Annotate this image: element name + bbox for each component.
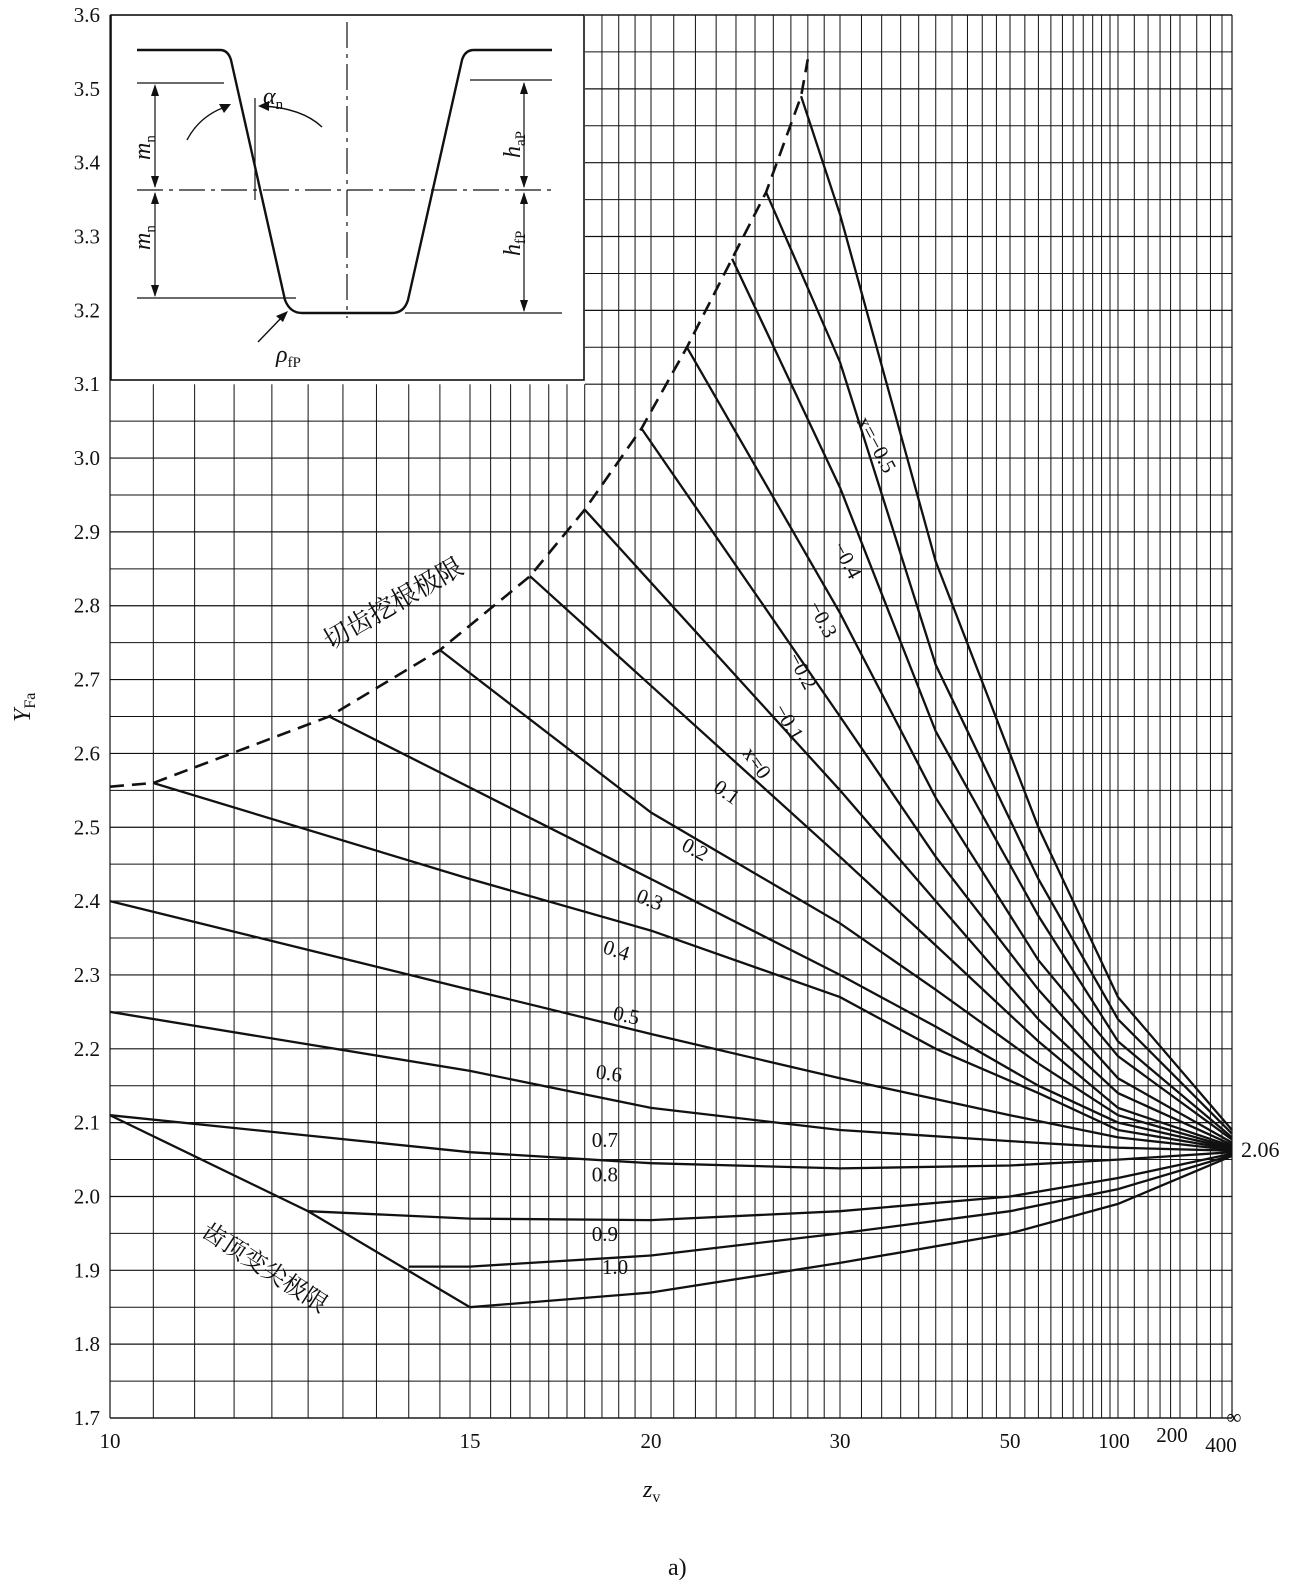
series-line: [687, 347, 1232, 1139]
figure-caption: a): [668, 1555, 687, 1581]
x-tick-label: 10: [99, 1429, 121, 1453]
y-tick-label: 3.3: [73, 224, 100, 249]
y-tick-label: 2.5: [73, 815, 100, 840]
series-label: 1.0: [601, 1255, 629, 1279]
y-tick-label: 3.6: [73, 3, 100, 27]
series-line: [409, 1155, 1232, 1267]
series-label: 0.1: [709, 774, 745, 810]
x-tick-label: 20: [640, 1429, 662, 1453]
x-tick-label: 400: [1205, 1433, 1237, 1457]
series-label: 0.9: [591, 1221, 618, 1246]
y-tick-label: 1.8: [73, 1332, 100, 1357]
y-tick-label: 2.4: [73, 889, 100, 914]
x-axis-title: $z_v$: [643, 1477, 661, 1506]
series-label: 0.5: [611, 1000, 642, 1030]
y-tick-label: 2.8: [73, 593, 100, 618]
series-line: [329, 717, 1232, 1149]
y-tick-label: 2.7: [73, 667, 100, 692]
y-tick-label: 3.0: [73, 446, 100, 471]
x-tick-label: 30: [829, 1429, 851, 1453]
y-tick-label: 2.6: [73, 741, 100, 766]
x-tick-label: 50: [999, 1429, 1021, 1453]
convergence-label: 2.06: [1241, 1137, 1280, 1162]
y-tick-label: 2.2: [73, 1036, 100, 1061]
y-tick-label: 2.0: [73, 1184, 100, 1209]
undercut-limit-label: 切齿挖根极限: [318, 552, 469, 657]
alpha-n-label: $\alpha_n$: [263, 84, 284, 113]
y-tick-label: 3.1: [73, 372, 100, 397]
y-tick-label: 3.5: [73, 76, 100, 101]
rho-fP-label: $\rho_{fP}$: [276, 342, 301, 371]
hfP-label: $h_{fP}$: [500, 230, 529, 256]
x-tick-label: 200: [1156, 1423, 1188, 1447]
y-tick-label: 1.9: [73, 1258, 100, 1283]
series-label: 0.3: [633, 883, 667, 916]
tip-limit-label: 齿顶变尖极限: [196, 1216, 333, 1319]
series-label: 0.4: [600, 934, 633, 966]
series-label: 0.7: [591, 1128, 618, 1152]
y-tick-label: 3.4: [73, 150, 100, 175]
y-axis-title: $Y_{Fa}$: [10, 692, 39, 722]
series-label: 0.6: [594, 1059, 624, 1087]
mn-upper-label: $m_n$: [130, 135, 159, 160]
x-tick-label: 100: [1098, 1429, 1130, 1453]
series-label: −0.1: [768, 699, 809, 745]
rack-profile-inset: [111, 15, 584, 380]
y-tick-label: 3.2: [73, 298, 100, 323]
x-tick-label: 15: [459, 1429, 481, 1453]
mn-lower-label: $m_n$: [130, 225, 159, 250]
series-label: 0.8: [591, 1162, 618, 1187]
series-label: 0.2: [678, 832, 713, 867]
haP-label: $h_{aP}$: [500, 131, 529, 158]
y-tick-label: 1.7: [73, 1406, 100, 1430]
series-label: −0.2: [782, 648, 823, 694]
y-tick-label: 2.3: [73, 962, 100, 987]
x-tick-label: ∞: [1226, 1405, 1242, 1429]
series-label: x=0: [737, 742, 777, 784]
series-label: −0.4: [827, 537, 867, 583]
series-label: x=−0.5: [851, 412, 902, 477]
y-tick-label: 2.9: [73, 519, 100, 544]
y-tick-label: 2.1: [73, 1110, 100, 1135]
series-label: −0.3: [803, 596, 843, 642]
series-line: [766, 192, 1232, 1133]
